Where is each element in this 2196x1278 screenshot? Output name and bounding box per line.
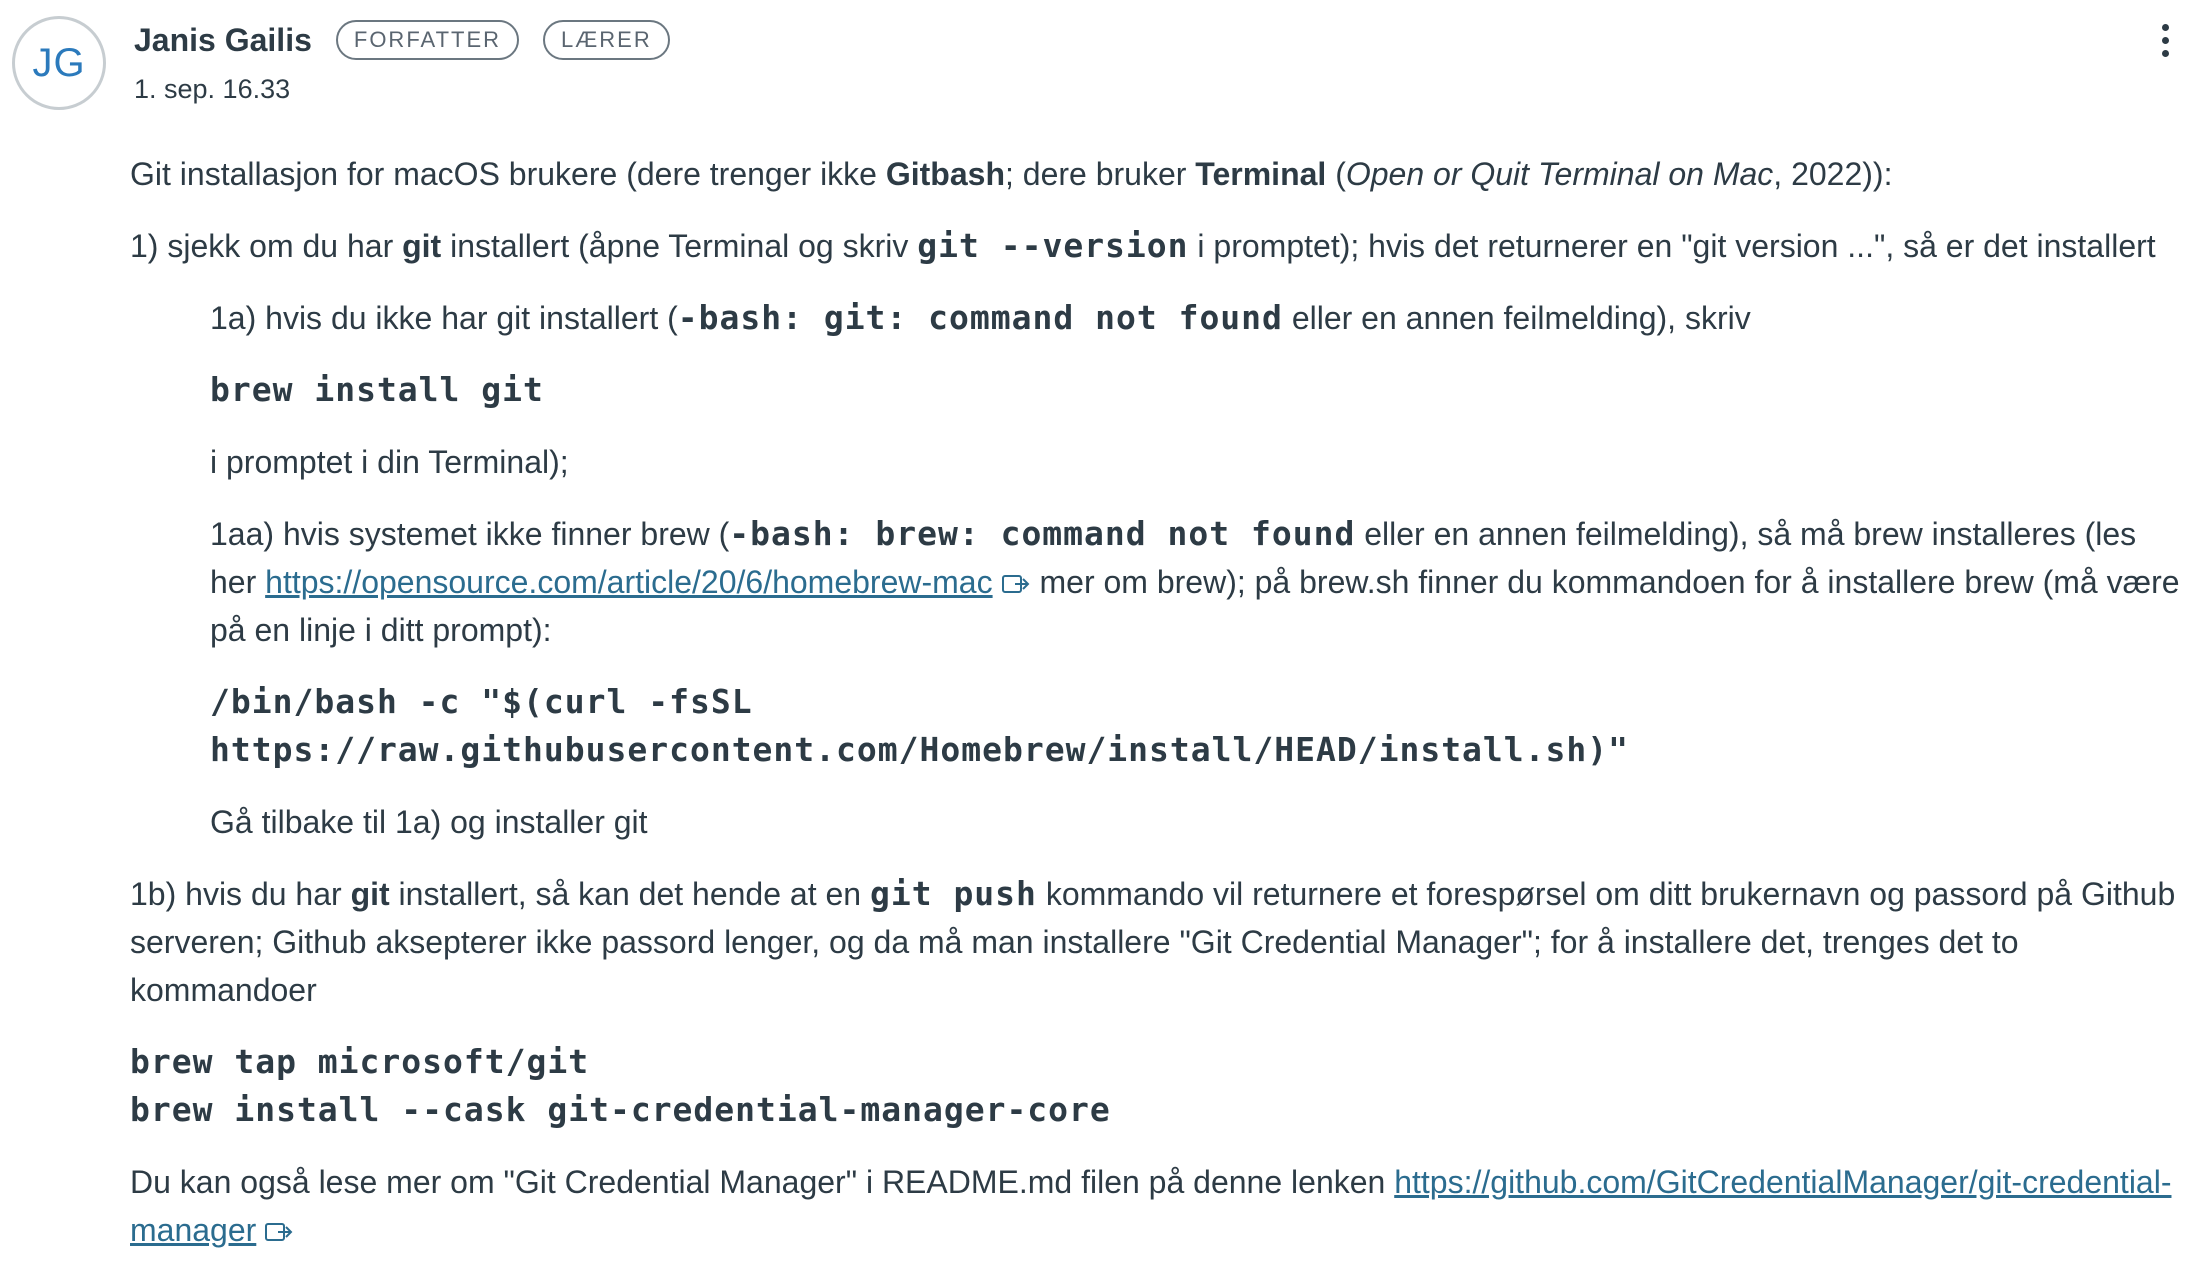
external-link-icon[interactable] — [1001, 573, 1031, 597]
text: Du kan også lese mer om "Git Credential Manager" i README.md filen på denne lenken — [130, 1164, 1395, 1200]
text: 1) sjekk om du har — [130, 228, 403, 264]
paragraph-step-1 — [130, 222, 2180, 270]
text: , 2022)): — [1773, 156, 1893, 192]
author-badge: FORFATTER — [336, 20, 519, 60]
inline-code: -bash: git: command not found — [677, 298, 1283, 337]
avatar[interactable] — [12, 16, 106, 110]
code-line: brew install --cask git-credential-manager-core — [130, 1090, 1111, 1129]
text: i promptet); hvis det returnerer en "git version ...", så er det installert — [1188, 228, 2156, 264]
inline-code: -bash: brew: command not found — [729, 514, 1356, 553]
code-line: brew tap microsoft/git — [130, 1042, 590, 1081]
paragraph-readme — [130, 1158, 2180, 1254]
text: ; dere bruker — [1004, 156, 1196, 192]
text: ( — [1326, 156, 1346, 192]
more-options-button[interactable] — [2150, 18, 2180, 62]
inline-code: git push — [869, 874, 1037, 913]
text: Git installasjon for macOS brukere (dere trenger ikke — [130, 156, 886, 192]
bold-text: git — [402, 228, 442, 264]
text: 1a) hvis du ikke har git installert ( — [210, 300, 678, 336]
more-vertical-icon-dot — [2162, 50, 2169, 57]
text: 1aa) hvis systemet ikke finner brew ( — [210, 516, 730, 552]
text: mer om brew); på brew.sh finner du kommandoen for å installere brew (må være på en linje i ditt prompt): — [210, 564, 2180, 648]
bold-text: Terminal — [1195, 156, 1327, 192]
text: installert (åpne Terminal og skriv — [441, 228, 918, 264]
code-line: https://raw.githubusercontent.com/Homebrew/install/HEAD/install.sh)" — [210, 730, 1630, 769]
code-line: /bin/bash -c "$(curl -fsSL — [210, 682, 753, 721]
paragraph-step-1b — [130, 870, 2180, 1014]
text: kommando vil returnere et forespørsel om ditt brukernavn og passord på Github serveren; Github aksepterer ikke passord lenger, og da må man installere "Git Credential Manager"; for å installere det, trenges det to kommandoer — [130, 876, 2176, 1008]
code-block-brew-install-script — [130, 678, 2180, 774]
citation: Open or Quit Terminal on Mac — [1345, 156, 1774, 192]
paragraph-step-1a — [130, 294, 2180, 342]
inline-code: git --version — [917, 226, 1189, 265]
post-timestamp: 1. sep. 16.33 — [134, 74, 291, 104]
code-block-brew-install-git: brew install git — [210, 370, 544, 409]
text: 1b) hvis du har — [130, 876, 351, 912]
bold-text: git — [350, 876, 390, 912]
code-block-credential-manager — [130, 1038, 2180, 1134]
text: installert, så kan det hende at en — [389, 876, 870, 912]
git-credential-manager-link[interactable]: https://github.com/GitCredentialManager/git-credential-manager — [130, 1164, 2172, 1248]
author-name[interactable]: Janis Gailis — [134, 21, 312, 58]
avatar-initials: JG — [32, 40, 86, 85]
homebrew-article-link[interactable]: https://opensource.com/article/20/6/homebrew-mac — [265, 564, 993, 600]
teacher-badge: LÆRER — [543, 20, 670, 60]
text: eller en annen feilmelding), skriv — [1282, 300, 1751, 336]
bold-text: Gitbash — [885, 156, 1005, 192]
paragraph-terminal: i promptet i din Terminal); — [210, 444, 569, 480]
external-link-icon[interactable] — [264, 1221, 294, 1245]
more-vertical-icon — [2162, 24, 2169, 31]
paragraph-step-1aa — [130, 510, 2180, 654]
paragraph-intro — [130, 150, 2180, 198]
text: eller en annen feilmelding), så må brew installeres (les her — [210, 516, 2137, 600]
post-header — [134, 20, 670, 60]
post-body — [130, 150, 2180, 1278]
paragraph-back-to-1a: Gå tilbake til 1a) og installer git — [210, 804, 648, 840]
more-vertical-icon-dot — [2162, 37, 2169, 44]
